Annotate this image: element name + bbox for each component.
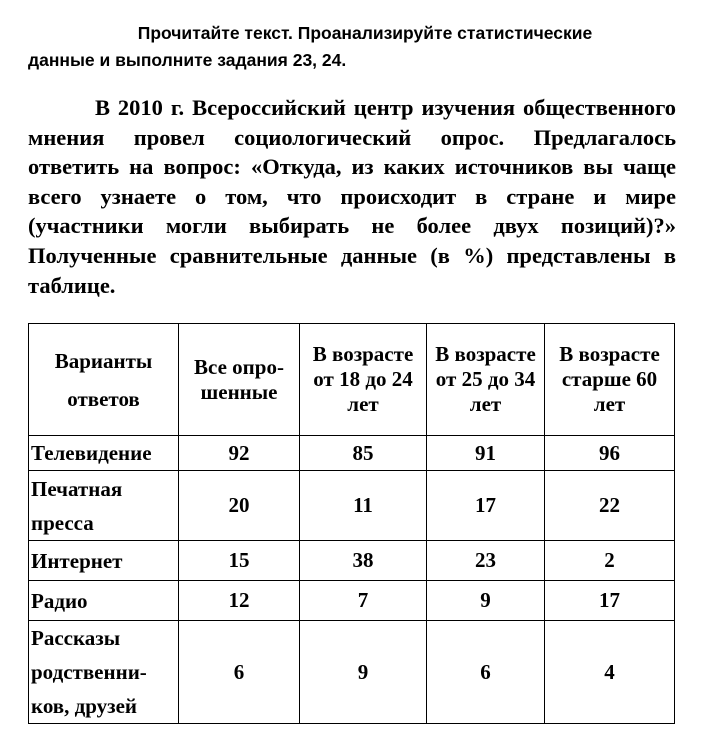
table-cell: 2: [545, 541, 675, 581]
header-all: Все опрошенные: [179, 324, 300, 436]
table-row: [29, 621, 675, 724]
row-label: Интернет: [29, 541, 179, 581]
table-cell: 12: [179, 581, 300, 621]
table-cell: 4: [545, 621, 675, 724]
table-cell: 85: [300, 436, 427, 471]
row-label: Рассказы родственников, друзей: [29, 621, 179, 724]
table-cell: 6: [179, 621, 300, 724]
table-cell: 22: [545, 471, 675, 541]
table-cell: 91: [427, 436, 545, 471]
survey-table: [28, 323, 675, 724]
table-cell: 7: [300, 581, 427, 621]
table-row: [29, 541, 675, 581]
table-cell: 20: [179, 471, 300, 541]
table-cell: 9: [300, 621, 427, 724]
header-25-34: В возрасте от 25 до 34 лет: [427, 324, 545, 436]
table-cell: 11: [300, 471, 427, 541]
header-18-24: В возрасте от 18 до 24 лет: [300, 324, 427, 436]
header-answers: Варианты ответов: [29, 324, 179, 436]
intro-paragraph: В 2010 г. Всероссийский центр изучения общественного мнения провел социологический опрос. Предлагалось ответить на вопрос: «Откуда, из каких источников вы чаще всего узнаете о том, что происходит в стране и мире (участники могли выбирать не более двух позиций)?» Полученные сравнительные данные (в %) представлены в таблице.: [28, 95, 676, 298]
table-cell: 92: [179, 436, 300, 471]
table-cell: 17: [427, 471, 545, 541]
instruction-line-1: Прочитайте текст. Проанализируйте статистические: [137, 23, 593, 43]
row-label: Телевидение: [29, 436, 179, 471]
table-row: [29, 471, 675, 541]
table-cell: 17: [545, 581, 675, 621]
table-cell: 38: [300, 541, 427, 581]
row-label: Печатная пресса: [29, 471, 179, 541]
instruction-line-2: данные и выполните задания 23, 24.: [28, 50, 347, 70]
header-60-plus: В возрасте старше 60 лет: [545, 324, 675, 436]
table-cell: 23: [427, 541, 545, 581]
table-header-row: [29, 324, 675, 436]
table-row: [29, 581, 675, 621]
row-label: Радио: [29, 581, 179, 621]
task-instruction: [28, 20, 688, 74]
table-cell: 96: [545, 436, 675, 471]
table-cell: 9: [427, 581, 545, 621]
table-row: [29, 436, 675, 471]
table-cell: 15: [179, 541, 300, 581]
table-cell: 6: [427, 621, 545, 724]
